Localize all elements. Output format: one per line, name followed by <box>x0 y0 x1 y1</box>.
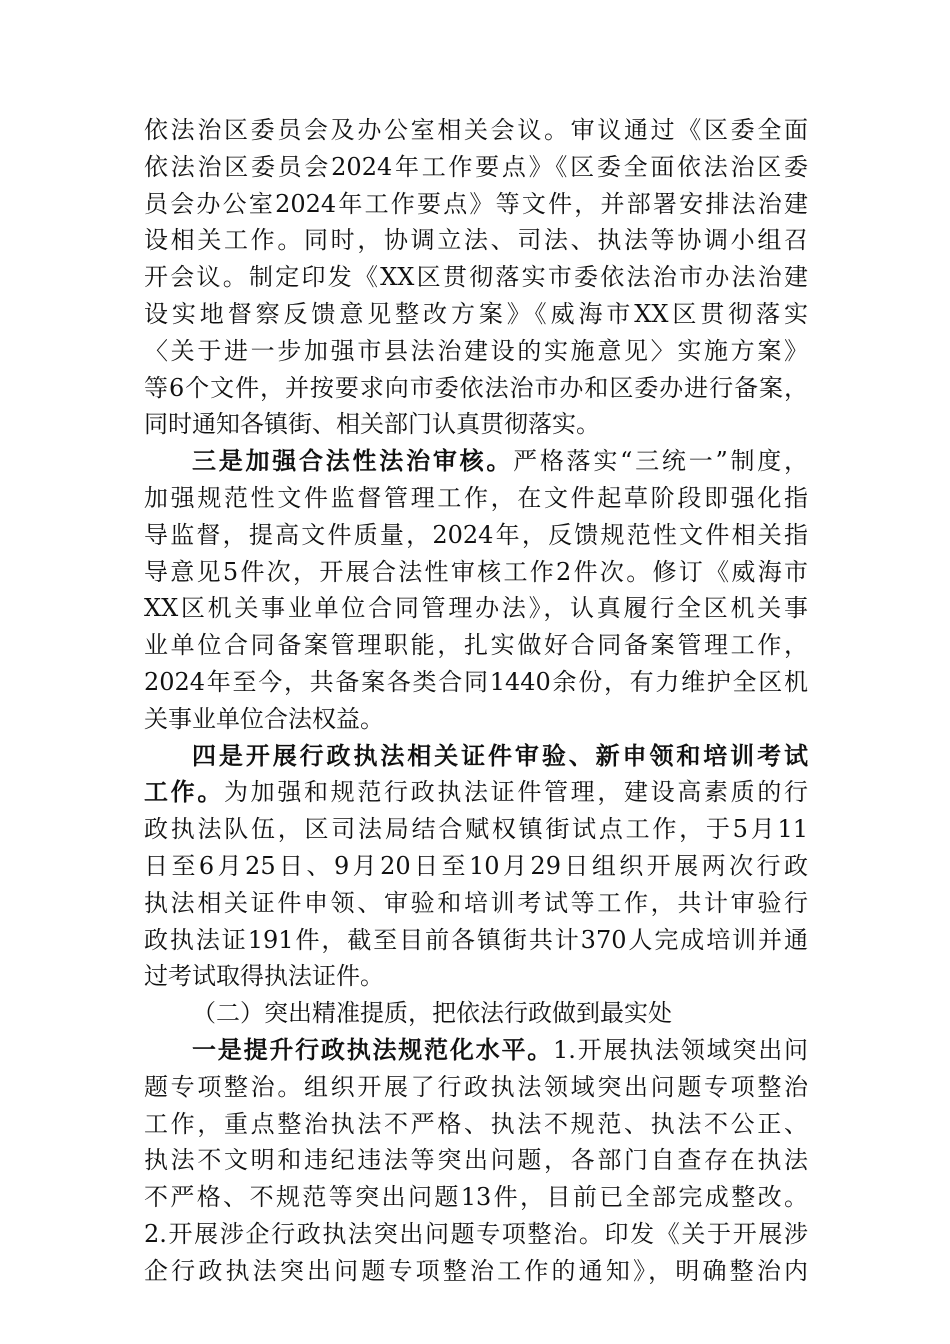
paragraph-enforcement-standardization <box>144 1032 808 1290</box>
document-body <box>144 112 808 1290</box>
paragraph-heading: 一是提升行政执法规范化水平。 <box>192 1034 554 1064</box>
paragraph-text: 1.开展执法领域突出问 <box>553 1035 808 1064</box>
text-line: 开会议。制定印发《XX区贯彻落实市委依法治市办法治建 <box>144 263 808 292</box>
text-line: 不严格、不规范等突出问题13件，目前已全部完成整改。 <box>144 1183 808 1212</box>
text-line <box>144 443 808 480</box>
text-line: 过考试取得执法证件。 <box>144 962 384 991</box>
text-line: 设实地督察反馈意见整改方案》《威海市XX区贯彻落实 <box>144 299 808 328</box>
section-heading: （二）突出精准提质，把依法行政做到最实处 <box>192 999 672 1028</box>
text-line: 政执法队伍，区司法局结合赋权镇街试点工作，于5月11 <box>144 815 808 844</box>
text-line: 依法治区委员会及办公室相关会议。审议通过《区委全面 <box>144 116 808 144</box>
text-line: 2024年至今，共备案各类合同1440余份，有力维护全区机 <box>144 667 808 696</box>
text-line: 题专项整治。组织开展了行政执法领域突出问题专项整治 <box>144 1072 808 1101</box>
text-line: 设相关工作。同时，协调立法、司法、执法等协调小组召 <box>144 226 808 255</box>
paragraph-heading: 工作。 <box>144 777 224 807</box>
text-line: 导监督，提高文件质量，2024年，反馈规范性文件相关指 <box>144 520 808 549</box>
text-line: 企行政执法突出问题专项整治工作的通知》，明确整治内 <box>144 1256 808 1285</box>
text-line: 执法不文明和违纪违法等突出问题，各部门自查存在执法 <box>144 1146 808 1175</box>
text-line: 等6个文件，并按要求向市委依法治市办和区委办进行备案， <box>144 373 808 402</box>
text-line: 2.开展涉企行政执法突出问题专项整治。印发《关于开展涉 <box>144 1219 808 1248</box>
text-line: 加强规范性文件监督管理工作，在文件起草阶段即强化指 <box>144 483 808 512</box>
text-line: 执法相关证件申领、审验和培训考试等工作，共计审验行 <box>144 888 808 917</box>
text-line: 业单位合同备案管理职能，扎实做好合同备案管理工作， <box>144 631 808 660</box>
paragraph-text: 严格落实“三统一”制度， <box>513 447 808 476</box>
text-line: 工作，重点整治执法不严格、执法不规范、执法不公正、 <box>144 1109 808 1138</box>
text-line <box>144 1032 808 1069</box>
text-line: 同时通知各镇街、相关部门认真贯彻落实。 <box>144 410 600 439</box>
paragraph-continuation <box>144 112 808 443</box>
paragraph-enforcement-certificates <box>144 738 808 996</box>
paragraph-text: 为加强和规范行政执法证件管理，建设高素质的行 <box>224 778 808 807</box>
paragraph-heading: 四是开展行政执法相关证件审验、新申领和培训考试 <box>192 740 808 770</box>
text-line <box>144 774 808 811</box>
text-line: XX区机关事业单位合同管理办法》，认真履行全区机关事 <box>144 594 808 623</box>
paragraph-heading: 三是加强合法性法治审核。 <box>192 446 514 476</box>
text-line: 导意见5件次，开展合法性审核工作2件次。修订《威海市 <box>144 557 808 586</box>
text-line: 关事业单位合法权益。 <box>144 704 384 733</box>
paragraph-legality-review <box>144 443 808 737</box>
text-line: 依法治区委员会2024年工作要点》《区委全面依法治区委 <box>144 152 808 181</box>
text-line: 日至6月25日、9月20日至10月29日组织开展两次行政 <box>144 851 808 880</box>
text-line: 员会办公室2024年工作要点》等文件，并部署安排法治建 <box>144 189 808 218</box>
text-line: 〈关于进一步加强市县法治建设的实施意见〉实施方案》 <box>144 336 808 365</box>
text-line: 政执法证191件，截至目前各镇街共计370人完成培训并通 <box>144 925 808 954</box>
